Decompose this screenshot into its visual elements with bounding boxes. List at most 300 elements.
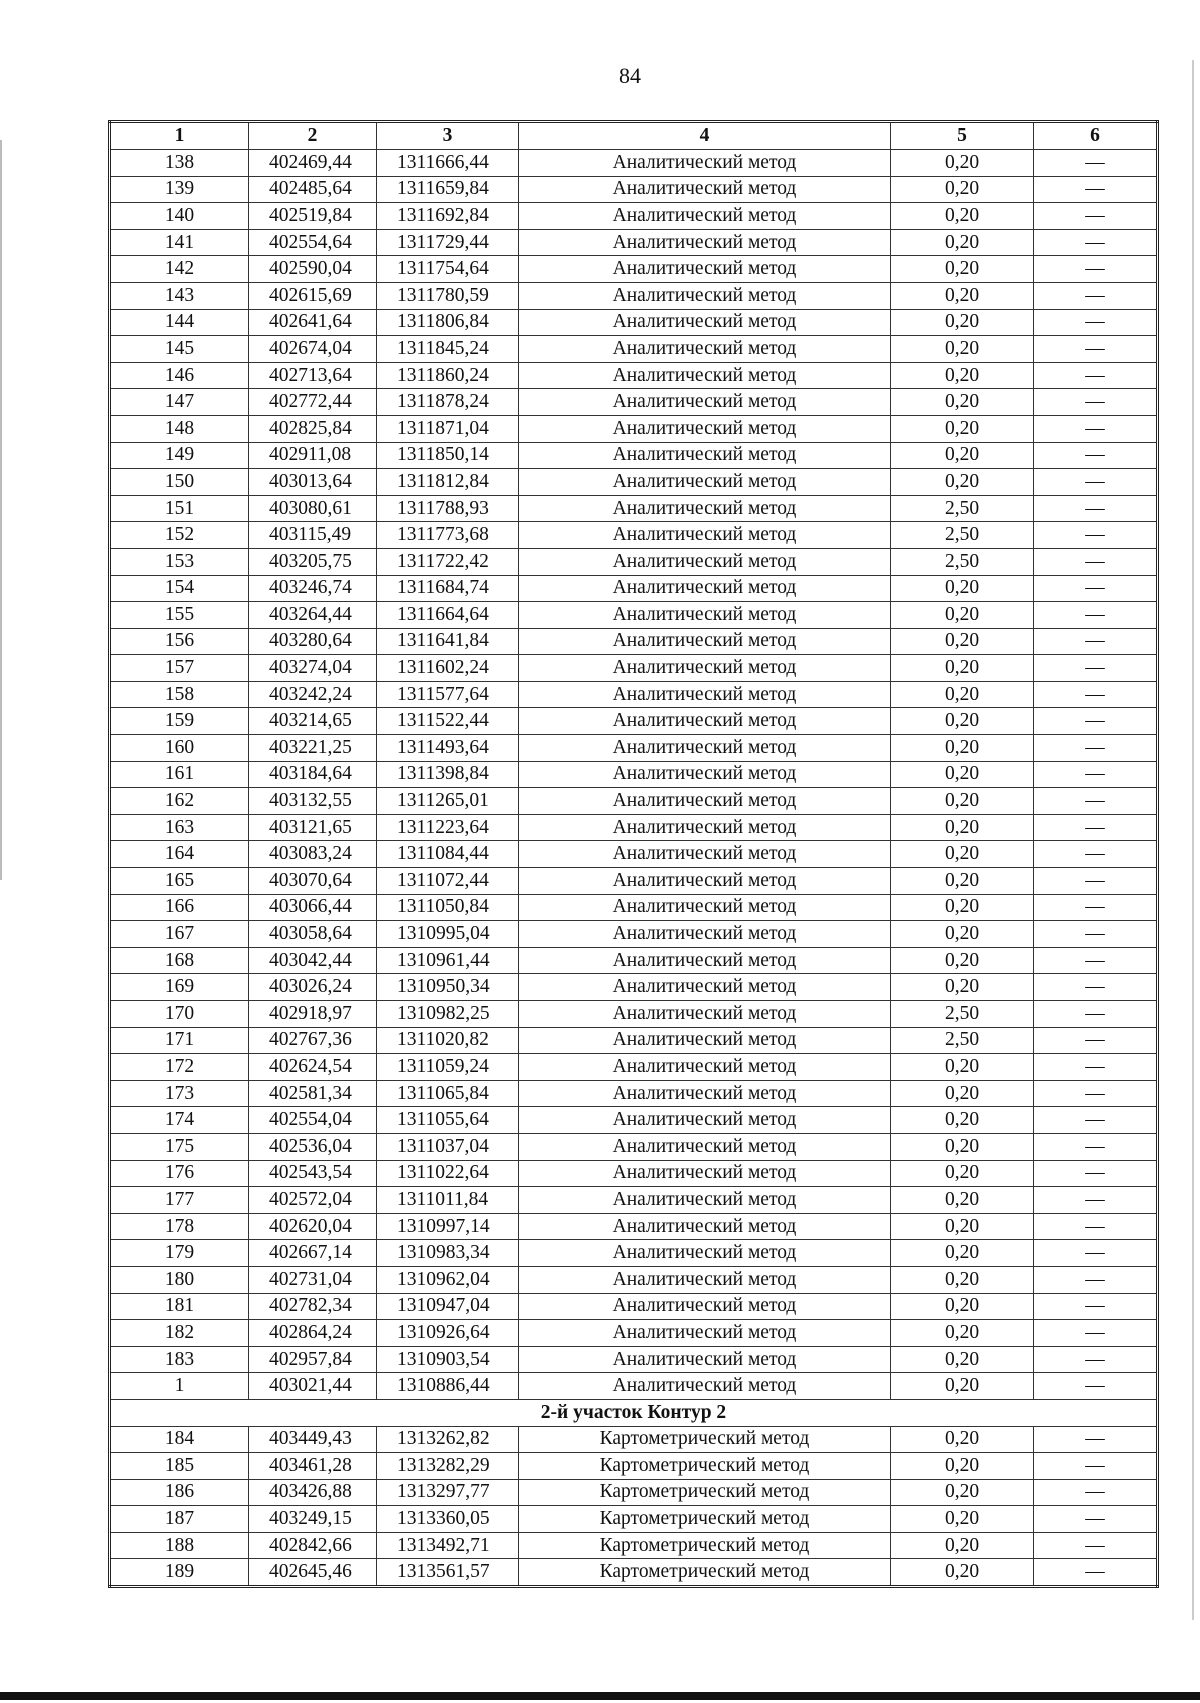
table-row: [110, 628, 1158, 655]
note-cell: —: [1034, 203, 1158, 230]
note-cell: —: [1034, 309, 1158, 336]
accuracy-cell: 0,20: [891, 761, 1034, 788]
accuracy-cell: 0,20: [891, 575, 1034, 602]
method-cell: Аналитический метод: [519, 1107, 891, 1134]
header-cell: 2: [249, 122, 377, 150]
note-cell: —: [1034, 522, 1158, 549]
y-coordinate-cell: 1311641,84: [377, 628, 519, 655]
note-cell: —: [1034, 761, 1158, 788]
x-coordinate-cell: 402624,54: [249, 1054, 377, 1081]
note-cell: —: [1034, 1001, 1158, 1028]
point-number-cell: 151: [110, 495, 249, 522]
method-cell: Аналитический метод: [519, 150, 891, 177]
x-coordinate-cell: 402519,84: [249, 203, 377, 230]
y-coordinate-cell: 1311072,44: [377, 868, 519, 895]
point-number-cell: 189: [110, 1559, 249, 1587]
x-coordinate-cell: 402581,34: [249, 1080, 377, 1107]
table-row: [110, 947, 1158, 974]
table-row: [110, 309, 1158, 336]
method-cell: Картометрический метод: [519, 1532, 891, 1559]
method-cell: Аналитический метод: [519, 229, 891, 256]
y-coordinate-cell: 1310962,04: [377, 1266, 519, 1293]
point-number-cell: 141: [110, 229, 249, 256]
x-coordinate-cell: 403115,49: [249, 522, 377, 549]
accuracy-cell: 0,20: [891, 415, 1034, 442]
table-row: [110, 1346, 1158, 1373]
x-coordinate-cell: 403121,65: [249, 814, 377, 841]
accuracy-cell: 0,20: [891, 1054, 1034, 1081]
method-cell: Аналитический метод: [519, 522, 891, 549]
method-cell: Аналитический метод: [519, 336, 891, 363]
table-row: [110, 522, 1158, 549]
y-coordinate-cell: 1311722,42: [377, 548, 519, 575]
y-coordinate-cell: 1311664,64: [377, 602, 519, 629]
table-row: [110, 150, 1158, 177]
point-number-cell: 167: [110, 921, 249, 948]
x-coordinate-cell: 402918,97: [249, 1001, 377, 1028]
y-coordinate-cell: 1311780,59: [377, 282, 519, 309]
method-cell: Аналитический метод: [519, 415, 891, 442]
point-number-cell: 179: [110, 1240, 249, 1267]
table-row: [110, 256, 1158, 283]
method-cell: Аналитический метод: [519, 389, 891, 416]
scan-bottom-bar: [0, 1692, 1200, 1700]
x-coordinate-cell: 403026,24: [249, 974, 377, 1001]
note-cell: —: [1034, 894, 1158, 921]
point-number-cell: 1: [110, 1373, 249, 1400]
x-coordinate-cell: 402554,04: [249, 1107, 377, 1134]
accuracy-cell: 0,20: [891, 362, 1034, 389]
x-coordinate-cell: 402641,64: [249, 309, 377, 336]
table-row: [110, 1054, 1158, 1081]
method-cell: Аналитический метод: [519, 788, 891, 815]
x-coordinate-cell: 402782,34: [249, 1293, 377, 1320]
note-cell: —: [1034, 974, 1158, 1001]
point-number-cell: 185: [110, 1453, 249, 1480]
y-coordinate-cell: 1310995,04: [377, 921, 519, 948]
point-number-cell: 181: [110, 1293, 249, 1320]
note-cell: —: [1034, 1213, 1158, 1240]
y-coordinate-cell: 1310997,14: [377, 1213, 519, 1240]
note-cell: —: [1034, 495, 1158, 522]
accuracy-cell: 0,20: [891, 176, 1034, 203]
note-cell: —: [1034, 1107, 1158, 1134]
method-cell: Аналитический метод: [519, 1027, 891, 1054]
point-number-cell: 154: [110, 575, 249, 602]
note-cell: —: [1034, 1187, 1158, 1214]
point-number-cell: 149: [110, 442, 249, 469]
note-cell: —: [1034, 947, 1158, 974]
x-coordinate-cell: 403246,74: [249, 575, 377, 602]
point-number-cell: 187: [110, 1506, 249, 1533]
x-coordinate-cell: 403242,24: [249, 681, 377, 708]
table-row: [110, 229, 1158, 256]
accuracy-cell: 0,20: [891, 655, 1034, 682]
coordinates-table: [108, 120, 1159, 1588]
y-coordinate-cell: 1311522,44: [377, 708, 519, 735]
method-cell: Аналитический метод: [519, 974, 891, 1001]
x-coordinate-cell: 402543,54: [249, 1160, 377, 1187]
method-cell: Картометрический метод: [519, 1506, 891, 1533]
x-coordinate-cell: 403264,44: [249, 602, 377, 629]
method-cell: Аналитический метод: [519, 602, 891, 629]
accuracy-cell: 0,20: [891, 1266, 1034, 1293]
x-coordinate-cell: 403205,75: [249, 548, 377, 575]
accuracy-cell: 0,20: [891, 1346, 1034, 1373]
point-number-cell: 145: [110, 336, 249, 363]
x-coordinate-cell: 403042,44: [249, 947, 377, 974]
point-number-cell: 173: [110, 1080, 249, 1107]
x-coordinate-cell: 402911,08: [249, 442, 377, 469]
method-cell: Аналитический метод: [519, 1187, 891, 1214]
method-cell: Аналитический метод: [519, 548, 891, 575]
accuracy-cell: 0,20: [891, 282, 1034, 309]
x-coordinate-cell: 403214,65: [249, 708, 377, 735]
y-coordinate-cell: 1311860,24: [377, 362, 519, 389]
table-row: [110, 203, 1158, 230]
table-row: [110, 814, 1158, 841]
x-coordinate-cell: 402842,66: [249, 1532, 377, 1559]
x-coordinate-cell: 402957,84: [249, 1346, 377, 1373]
y-coordinate-cell: 1311037,04: [377, 1133, 519, 1160]
y-coordinate-cell: 1311788,93: [377, 495, 519, 522]
accuracy-cell: 0,20: [891, 814, 1034, 841]
method-cell: Аналитический метод: [519, 814, 891, 841]
note-cell: —: [1034, 362, 1158, 389]
method-cell: Аналитический метод: [519, 1080, 891, 1107]
point-number-cell: 166: [110, 894, 249, 921]
x-coordinate-cell: 402615,69: [249, 282, 377, 309]
point-number-cell: 155: [110, 602, 249, 629]
note-cell: —: [1034, 176, 1158, 203]
table-row: [110, 735, 1158, 762]
x-coordinate-cell: 403080,61: [249, 495, 377, 522]
point-number-cell: 147: [110, 389, 249, 416]
accuracy-cell: 0,20: [891, 1240, 1034, 1267]
table-row: [110, 1213, 1158, 1240]
y-coordinate-cell: 1311050,84: [377, 894, 519, 921]
method-cell: Аналитический метод: [519, 203, 891, 230]
point-number-cell: 157: [110, 655, 249, 682]
point-number-cell: 174: [110, 1107, 249, 1134]
accuracy-cell: 0,20: [891, 868, 1034, 895]
accuracy-cell: 0,20: [891, 469, 1034, 496]
table-row: [110, 389, 1158, 416]
y-coordinate-cell: 1313561,57: [377, 1559, 519, 1587]
point-number-cell: 156: [110, 628, 249, 655]
table-row: [110, 655, 1158, 682]
note-cell: —: [1034, 1054, 1158, 1081]
point-number-cell: 175: [110, 1133, 249, 1160]
note-cell: —: [1034, 1320, 1158, 1347]
accuracy-cell: 2,50: [891, 1001, 1034, 1028]
point-number-cell: 138: [110, 150, 249, 177]
x-coordinate-cell: 402645,46: [249, 1559, 377, 1587]
table-row: [110, 415, 1158, 442]
table-row: [110, 1559, 1158, 1587]
method-cell: Аналитический метод: [519, 921, 891, 948]
table-row: [110, 282, 1158, 309]
point-number-cell: 161: [110, 761, 249, 788]
accuracy-cell: 0,20: [891, 1506, 1034, 1533]
method-cell: Аналитический метод: [519, 1293, 891, 1320]
point-number-cell: 171: [110, 1027, 249, 1054]
note-cell: —: [1034, 681, 1158, 708]
table-row: [110, 336, 1158, 363]
note-cell: —: [1034, 868, 1158, 895]
point-number-cell: 176: [110, 1160, 249, 1187]
method-cell: Аналитический метод: [519, 655, 891, 682]
accuracy-cell: 0,20: [891, 1160, 1034, 1187]
method-cell: Аналитический метод: [519, 1320, 891, 1347]
table-row: [110, 1426, 1158, 1453]
point-number-cell: 160: [110, 735, 249, 762]
x-coordinate-cell: 403021,44: [249, 1373, 377, 1400]
table-row: [110, 868, 1158, 895]
table-row: [110, 841, 1158, 868]
accuracy-cell: 2,50: [891, 548, 1034, 575]
note-cell: —: [1034, 469, 1158, 496]
x-coordinate-cell: 403461,28: [249, 1453, 377, 1480]
method-cell: Аналитический метод: [519, 1001, 891, 1028]
note-cell: —: [1034, 282, 1158, 309]
accuracy-cell: 0,20: [891, 256, 1034, 283]
table-row: [110, 894, 1158, 921]
table-row: [110, 495, 1158, 522]
note-cell: —: [1034, 655, 1158, 682]
y-coordinate-cell: 1311020,82: [377, 1027, 519, 1054]
note-cell: —: [1034, 1160, 1158, 1187]
y-coordinate-cell: 1313297,77: [377, 1479, 519, 1506]
accuracy-cell: 0,20: [891, 921, 1034, 948]
method-cell: Аналитический метод: [519, 1054, 891, 1081]
y-coordinate-cell: 1310961,44: [377, 947, 519, 974]
point-number-cell: 144: [110, 309, 249, 336]
method-cell: Аналитический метод: [519, 1266, 891, 1293]
x-coordinate-cell: 403058,64: [249, 921, 377, 948]
y-coordinate-cell: 1311577,64: [377, 681, 519, 708]
accuracy-cell: 0,20: [891, 788, 1034, 815]
point-number-cell: 152: [110, 522, 249, 549]
point-number-cell: 172: [110, 1054, 249, 1081]
method-cell: Аналитический метод: [519, 735, 891, 762]
table-row: [110, 442, 1158, 469]
point-number-cell: 169: [110, 974, 249, 1001]
point-number-cell: 139: [110, 176, 249, 203]
method-cell: Аналитический метод: [519, 1346, 891, 1373]
x-coordinate-cell: 403426,88: [249, 1479, 377, 1506]
note-cell: —: [1034, 1266, 1158, 1293]
table-row: [110, 548, 1158, 575]
table-row: [110, 708, 1158, 735]
y-coordinate-cell: 1311011,84: [377, 1187, 519, 1214]
accuracy-cell: 0,20: [891, 974, 1034, 1001]
accuracy-cell: 0,20: [891, 1532, 1034, 1559]
y-coordinate-cell: 1313492,71: [377, 1532, 519, 1559]
note-cell: —: [1034, 1373, 1158, 1400]
method-cell: Картометрический метод: [519, 1453, 891, 1480]
y-coordinate-cell: 1311493,64: [377, 735, 519, 762]
table-row: [110, 176, 1158, 203]
y-coordinate-cell: 1311812,84: [377, 469, 519, 496]
method-cell: Картометрический метод: [519, 1559, 891, 1587]
y-coordinate-cell: 1310903,54: [377, 1346, 519, 1373]
x-coordinate-cell: 402674,04: [249, 336, 377, 363]
note-cell: —: [1034, 1133, 1158, 1160]
method-cell: Картометрический метод: [519, 1426, 891, 1453]
x-coordinate-cell: 402713,64: [249, 362, 377, 389]
y-coordinate-cell: 1311773,68: [377, 522, 519, 549]
note-cell: —: [1034, 1293, 1158, 1320]
point-number-cell: 182: [110, 1320, 249, 1347]
y-coordinate-cell: 1311022,64: [377, 1160, 519, 1187]
scan-left-edge: [0, 140, 2, 880]
x-coordinate-cell: 402772,44: [249, 389, 377, 416]
x-coordinate-cell: 403274,04: [249, 655, 377, 682]
accuracy-cell: 0,20: [891, 1479, 1034, 1506]
x-coordinate-cell: 403221,25: [249, 735, 377, 762]
header-cell: 4: [519, 122, 891, 150]
section-title: 2-й участок Контур 2: [110, 1399, 1158, 1426]
accuracy-cell: 0,20: [891, 1320, 1034, 1347]
method-cell: Аналитический метод: [519, 1160, 891, 1187]
accuracy-cell: 2,50: [891, 522, 1034, 549]
y-coordinate-cell: 1311398,84: [377, 761, 519, 788]
table-row: [110, 1107, 1158, 1134]
table-row: [110, 575, 1158, 602]
method-cell: Аналитический метод: [519, 1373, 891, 1400]
y-coordinate-cell: 1311666,44: [377, 150, 519, 177]
note-cell: —: [1034, 256, 1158, 283]
x-coordinate-cell: 402536,04: [249, 1133, 377, 1160]
point-number-cell: 140: [110, 203, 249, 230]
point-number-cell: 186: [110, 1479, 249, 1506]
point-number-cell: 158: [110, 681, 249, 708]
note-cell: —: [1034, 1080, 1158, 1107]
table-row: [110, 1293, 1158, 1320]
note-cell: —: [1034, 708, 1158, 735]
note-cell: —: [1034, 150, 1158, 177]
note-cell: —: [1034, 841, 1158, 868]
table-row: [110, 1479, 1158, 1506]
method-cell: Аналитический метод: [519, 309, 891, 336]
table-body: [110, 122, 1158, 1587]
method-cell: Аналитический метод: [519, 841, 891, 868]
y-coordinate-cell: 1310926,64: [377, 1320, 519, 1347]
x-coordinate-cell: 403249,15: [249, 1506, 377, 1533]
note-cell: —: [1034, 1506, 1158, 1533]
y-coordinate-cell: 1310983,34: [377, 1240, 519, 1267]
y-coordinate-cell: 1311659,84: [377, 176, 519, 203]
point-number-cell: 164: [110, 841, 249, 868]
table-row: [110, 1373, 1158, 1400]
x-coordinate-cell: 402590,04: [249, 256, 377, 283]
accuracy-cell: 2,50: [891, 1027, 1034, 1054]
point-number-cell: 180: [110, 1266, 249, 1293]
x-coordinate-cell: 403280,64: [249, 628, 377, 655]
section-row: [110, 1399, 1158, 1426]
accuracy-cell: 2,50: [891, 495, 1034, 522]
y-coordinate-cell: 1310982,25: [377, 1001, 519, 1028]
point-number-cell: 143: [110, 282, 249, 309]
table-row: [110, 1240, 1158, 1267]
x-coordinate-cell: 403066,44: [249, 894, 377, 921]
header-cell: 6: [1034, 122, 1158, 150]
point-number-cell: 177: [110, 1187, 249, 1214]
accuracy-cell: 0,20: [891, 309, 1034, 336]
point-number-cell: 178: [110, 1213, 249, 1240]
note-cell: —: [1034, 336, 1158, 363]
method-cell: Аналитический метод: [519, 575, 891, 602]
table-row: [110, 1453, 1158, 1480]
note-cell: —: [1034, 814, 1158, 841]
method-cell: Картометрический метод: [519, 1479, 891, 1506]
header-cell: 3: [377, 122, 519, 150]
accuracy-cell: 0,20: [891, 1107, 1034, 1134]
accuracy-cell: 0,20: [891, 735, 1034, 762]
table-row: [110, 788, 1158, 815]
method-cell: Аналитический метод: [519, 1213, 891, 1240]
y-coordinate-cell: 1311692,84: [377, 203, 519, 230]
y-coordinate-cell: 1311845,24: [377, 336, 519, 363]
y-coordinate-cell: 1311065,84: [377, 1080, 519, 1107]
x-coordinate-cell: 402767,36: [249, 1027, 377, 1054]
accuracy-cell: 0,20: [891, 1080, 1034, 1107]
method-cell: Аналитический метод: [519, 256, 891, 283]
note-cell: —: [1034, 602, 1158, 629]
x-coordinate-cell: 402825,84: [249, 415, 377, 442]
header-cell: 5: [891, 122, 1034, 150]
y-coordinate-cell: 1311084,44: [377, 841, 519, 868]
x-coordinate-cell: 403449,43: [249, 1426, 377, 1453]
method-cell: Аналитический метод: [519, 947, 891, 974]
note-cell: —: [1034, 415, 1158, 442]
note-cell: —: [1034, 1453, 1158, 1480]
point-number-cell: 183: [110, 1346, 249, 1373]
x-coordinate-cell: 402864,24: [249, 1320, 377, 1347]
point-number-cell: 162: [110, 788, 249, 815]
note-cell: —: [1034, 628, 1158, 655]
note-cell: —: [1034, 1346, 1158, 1373]
note-cell: —: [1034, 548, 1158, 575]
method-cell: Аналитический метод: [519, 894, 891, 921]
accuracy-cell: 0,20: [891, 1187, 1034, 1214]
table-row: [110, 1506, 1158, 1533]
y-coordinate-cell: 1311055,64: [377, 1107, 519, 1134]
y-coordinate-cell: 1313282,29: [377, 1453, 519, 1480]
note-cell: —: [1034, 1426, 1158, 1453]
accuracy-cell: 0,20: [891, 1453, 1034, 1480]
point-number-cell: 170: [110, 1001, 249, 1028]
note-cell: —: [1034, 1027, 1158, 1054]
method-cell: Аналитический метод: [519, 442, 891, 469]
point-number-cell: 148: [110, 415, 249, 442]
point-number-cell: 168: [110, 947, 249, 974]
note-cell: —: [1034, 788, 1158, 815]
note-cell: —: [1034, 389, 1158, 416]
accuracy-cell: 0,20: [891, 947, 1034, 974]
y-coordinate-cell: 1311806,84: [377, 309, 519, 336]
accuracy-cell: 0,20: [891, 628, 1034, 655]
table-row: [110, 1266, 1158, 1293]
table-row: [110, 681, 1158, 708]
x-coordinate-cell: 403184,64: [249, 761, 377, 788]
x-coordinate-cell: 402620,04: [249, 1213, 377, 1240]
accuracy-cell: 0,20: [891, 1559, 1034, 1587]
y-coordinate-cell: 1313360,05: [377, 1506, 519, 1533]
accuracy-cell: 0,20: [891, 336, 1034, 363]
y-coordinate-cell: 1310947,04: [377, 1293, 519, 1320]
